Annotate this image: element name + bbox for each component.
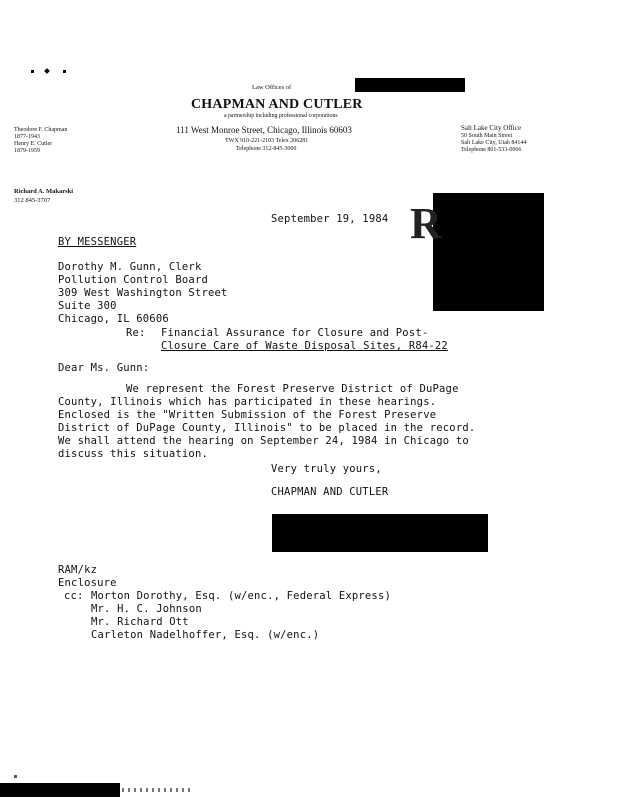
letter-body: We represent the Forest Preserve District of DuPage County, Illinois which has participated in these hearings. Enclosed is the "Written Submission of the Forest Preserve District of DuPage County, Illinois" to be placed in the record. We shall attend the hearing on September 24, 1984 in Chicago to discuss this situation.	[58, 383, 476, 460]
letter-date: September 19, 1984	[271, 213, 389, 225]
firm-telephone: Telephone 312-845-3000	[236, 146, 297, 152]
signature-redaction	[272, 514, 488, 552]
founders-list: Theodore F. Chapman 1877-1943 Henry E. Cutler 1879-1959	[14, 127, 68, 154]
reference-initials: RAM/kz Enclosure	[58, 564, 117, 589]
salutation: Dear Ms. Gunn:	[58, 362, 150, 374]
cc-list: Morton Dorothy, Esq. (w/enc., Federal Express) Mr. H. C. Johnson Mr. Richard Ott Carleton Nadelhoffer, Esq. (w/enc.)	[91, 590, 391, 641]
firm-name: CHAPMAN AND CUTLER	[191, 97, 363, 112]
closing: Very truly yours,	[271, 463, 382, 475]
subject-line: Financial Assurance for Closure and Post- Closure Care of Waste Disposal Sites, R84-22	[161, 327, 448, 352]
redaction-block	[433, 193, 544, 311]
scan-artifact-bar	[0, 783, 120, 797]
twx-telex: TWX 910-221-2103 Telex 206281	[225, 138, 309, 144]
salt-lake-office: Salt Lake City Office 50 South Main Street Salt Lake City, Utah 84144 Telephone 801-533-0066	[461, 124, 527, 153]
recipient-address: Dorothy M. Gunn, Clerk Pollution Control Board 309 West Washington Street Suite 300 Chicago, IL 60606	[58, 261, 228, 325]
received-stamp-fragment: R	[410, 199, 440, 248]
attorney-contact: Richard A. Makarski 312 845-3707	[14, 188, 74, 204]
signature-firm: CHAPMAN AND CUTLER	[271, 486, 389, 498]
partnership-line: a partnership including professional corporations	[224, 113, 338, 119]
scan-noise	[122, 788, 192, 792]
scan-speck	[31, 70, 34, 73]
law-offices-label: Law Offices of	[252, 84, 292, 91]
scan-speck	[63, 70, 66, 73]
redaction-block	[355, 78, 465, 92]
scan-noise	[14, 775, 17, 778]
re-label: Re:	[126, 327, 146, 339]
cc-label: cc:	[64, 590, 84, 602]
firm-address: 111 West Monroe Street, Chicago, Illinois 60603	[176, 125, 352, 135]
delivery-method: BY MESSENGER	[58, 236, 137, 248]
scan-speck	[44, 68, 50, 74]
